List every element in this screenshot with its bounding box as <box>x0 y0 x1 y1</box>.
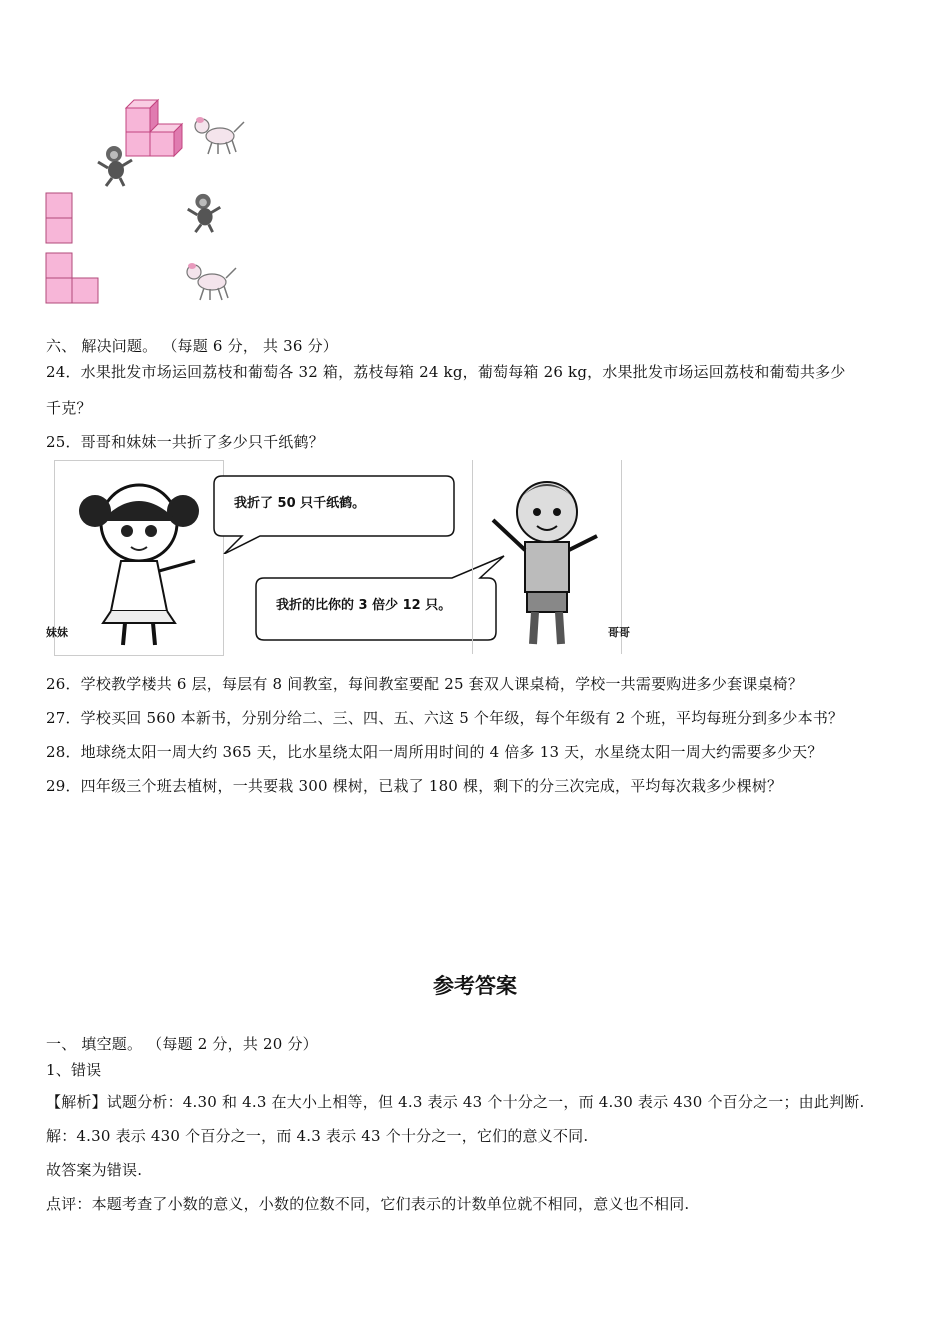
question-26: 26．学校教学楼共 6 层，每层有 8 间教室，每间教室要配 25 套双人课桌椅，学校一共需要购进多少套课桌椅？ <box>46 675 804 693</box>
question-24-line1: 24．水果批发市场运回荔枝和葡萄各 32 箱，荔枝每箱 24 kg，葡萄每箱 26 kg，水果批发市场运回荔枝和葡萄共多少 <box>46 363 846 381</box>
boy-bubble-text: 我折的比你的 3 倍少 12 只。 <box>276 598 452 613</box>
girl-label: 妹妹 <box>46 626 68 639</box>
section6-heading: 六、 解决问题。 （每题 6 分， 共 36 分） <box>46 337 339 355</box>
girl-illustration <box>54 460 224 656</box>
girl-bubble-text: 我折了 50 只千纸鹤。 <box>234 496 366 511</box>
question-27: 27．学校买回 560 本新书，分别分给二、三、四、五、六这 5 个年级，每个年级有 2 个班，平均每班分到多少本书？ <box>46 709 844 727</box>
question-24-line2: 千克？ <box>46 399 92 417</box>
monkey-icon <box>92 142 138 188</box>
view-l-shape <box>45 252 101 306</box>
answer-comment: 点评：本题考查了小数的意义，小数的位数不同，它们表示的计数单位就不相同，意义也不相同. <box>46 1195 690 1213</box>
answer-solution: 解：4.30 表示 430 个百分之一，而 4.3 表示 43 个十分之一，它们的意义不同. <box>46 1127 589 1145</box>
answer-conclusion: 故答案为错误. <box>46 1161 143 1179</box>
girl-speech-bubble <box>210 474 460 554</box>
answers-section1-heading: 一、 填空题。 （每题 2 分，共 20 分） <box>46 1035 318 1053</box>
question-29: 29．四年级三个班去植树，一共要栽 300 棵树，已栽了 180 棵，剩下的分三次完成，平均每次栽多少棵树？ <box>46 777 783 795</box>
boy-illustration <box>472 460 622 654</box>
answer-analysis: 【解析】试题分析：4.30 和 4.3 在大小上相等，但 4.3 表示 43 个十分之一，而 4.30 表示 430 个百分之一；由此判断. <box>46 1093 865 1111</box>
view-two-stacked <box>45 192 75 246</box>
question-25: 25．哥哥和妹妹一共折了多少只千纸鹤？ <box>46 433 324 451</box>
boy-label: 哥哥 <box>608 626 630 639</box>
dog-icon <box>190 114 248 158</box>
answers-title: 参考答案 <box>433 973 517 998</box>
answer-item-1: 1、错误 <box>46 1061 102 1079</box>
monkey-icon <box>182 190 226 234</box>
dog-icon <box>182 260 240 304</box>
question-28: 28．地球绕太阳一周大约 365 天，比水星绕太阳一周所用时间的 4 倍多 13 天，水星绕太阳一周大约需要多少天？ <box>46 743 823 761</box>
